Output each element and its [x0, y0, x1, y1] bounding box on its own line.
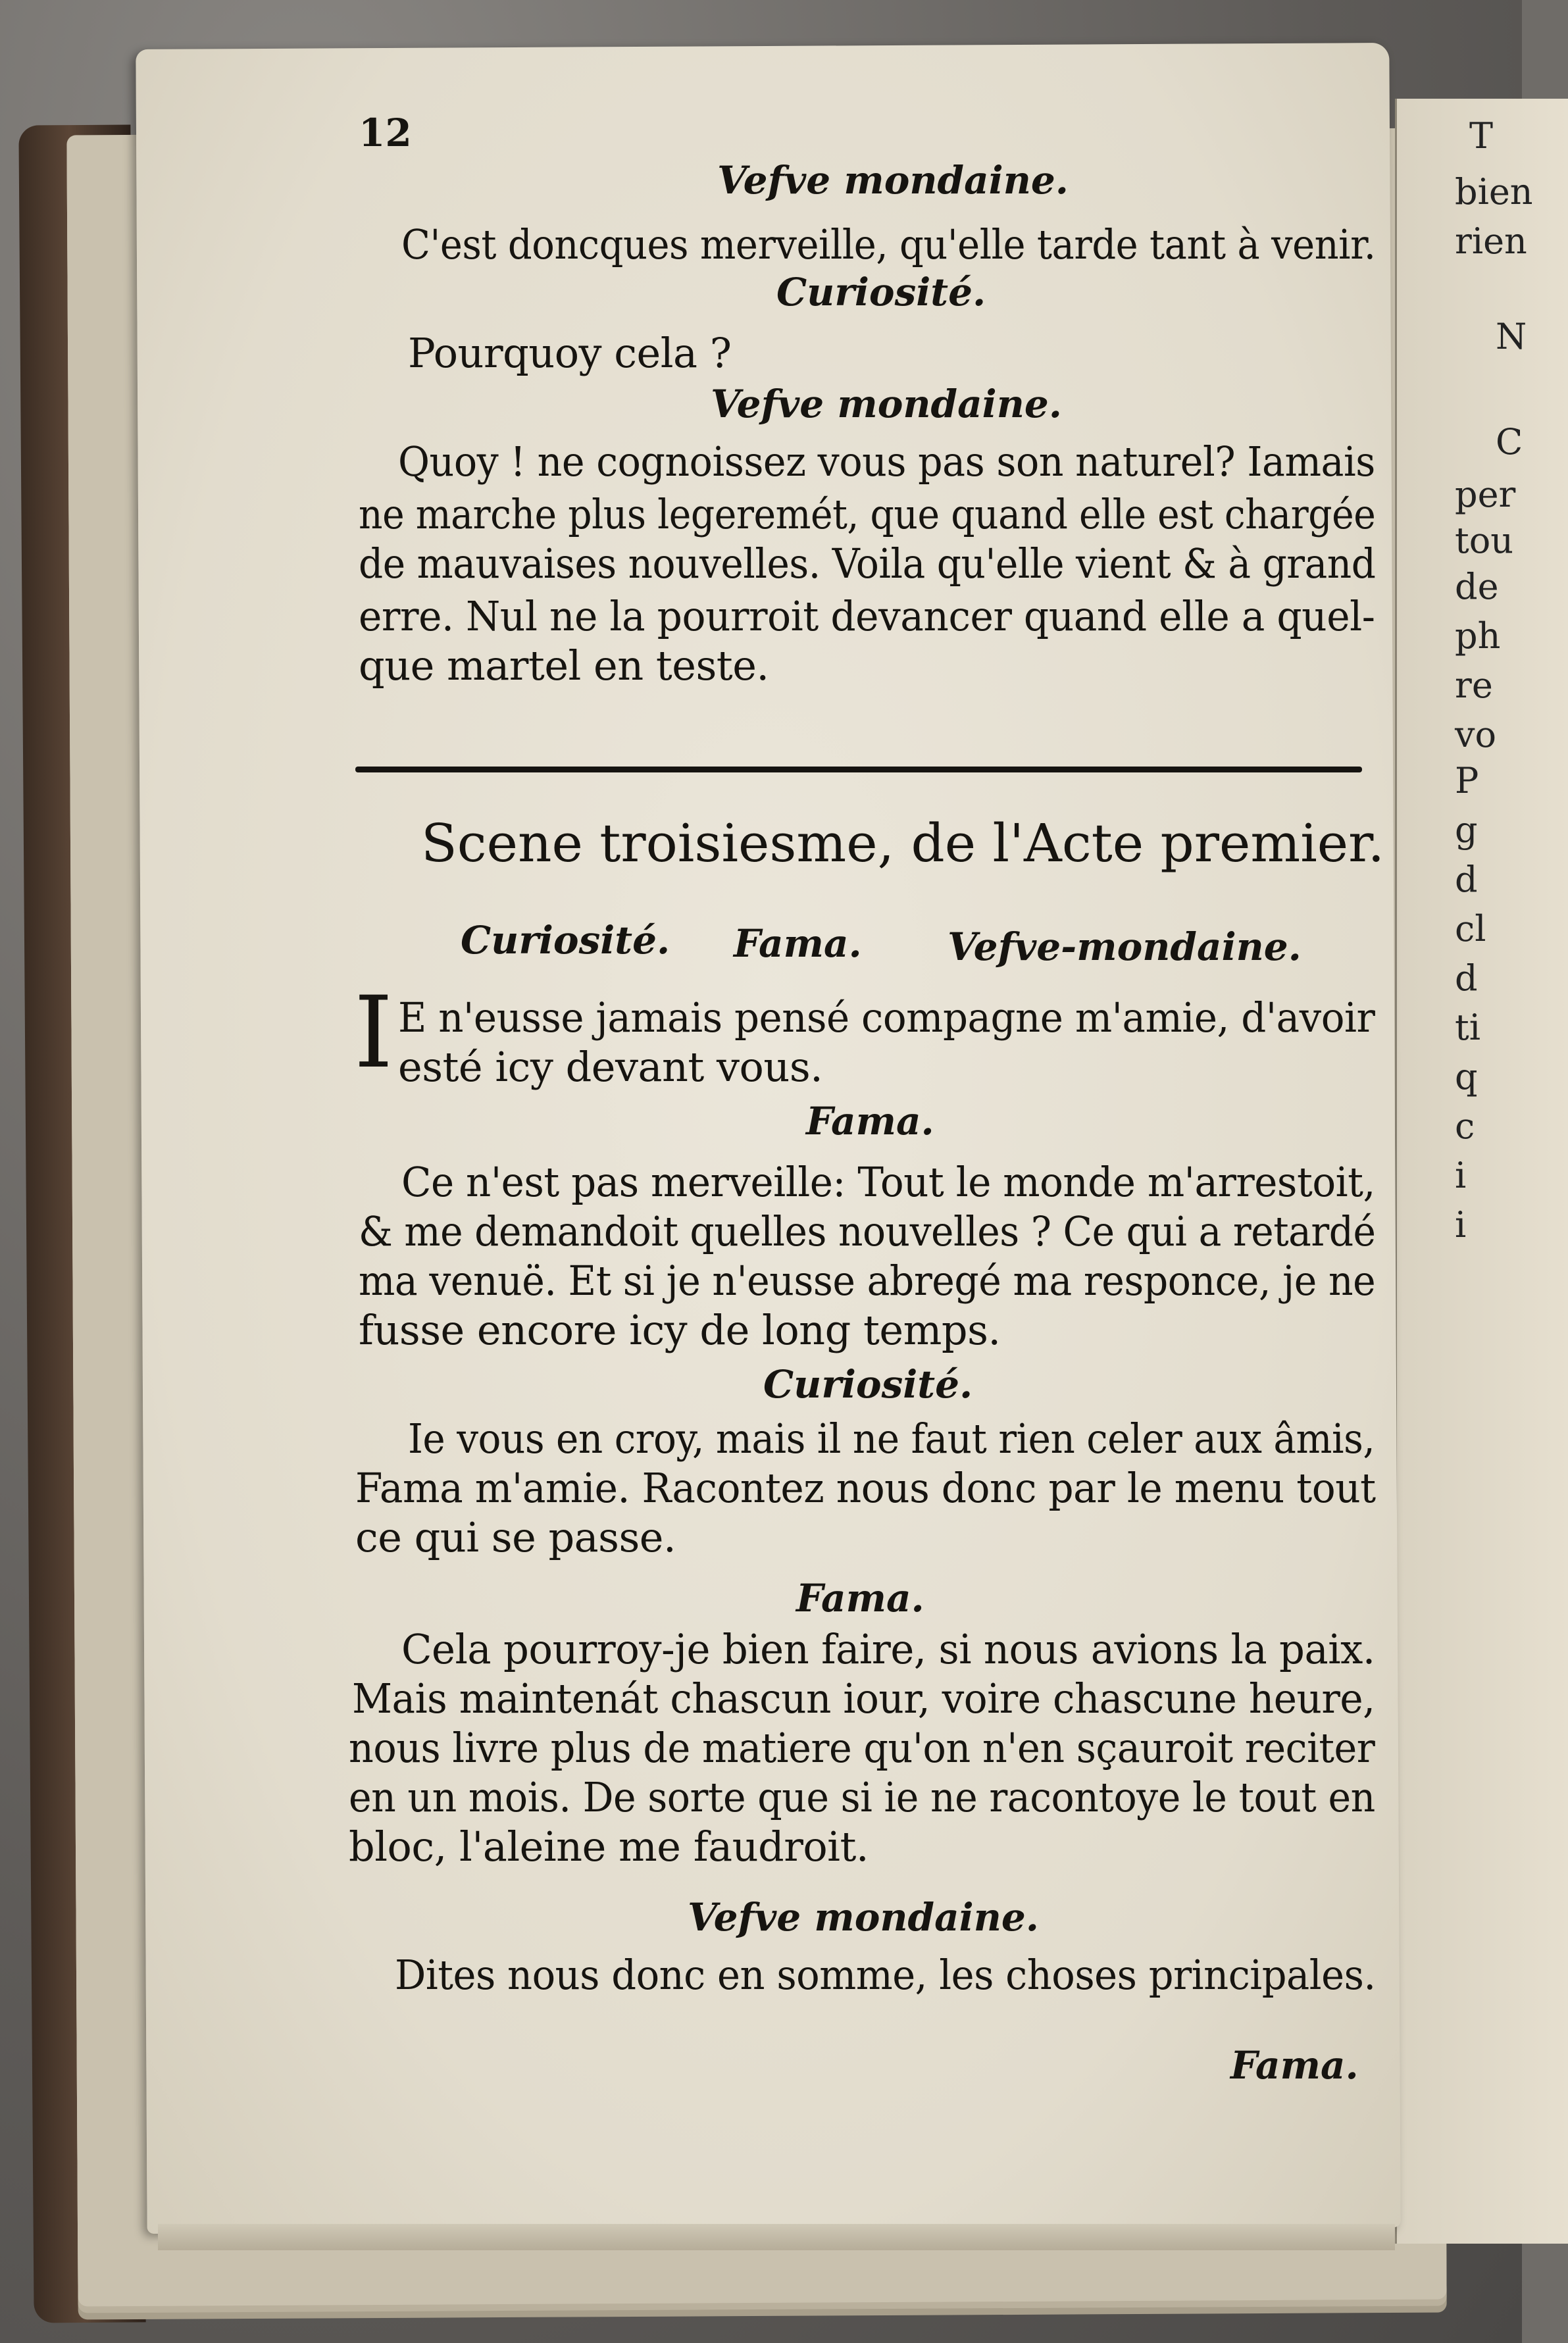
character-name: Fama. — [734, 921, 862, 966]
text-line: nous livre plus de matiere qu'on n'en sçauroit reciter — [349, 1724, 1375, 1772]
facing-page-text: g — [1455, 809, 1478, 851]
scene-heading: Scene troisiesme, de l'Acte premier. — [421, 813, 1385, 874]
drop-cap: I — [354, 976, 393, 1090]
facing-page — [1395, 99, 1568, 2244]
text-line: esté icy devant vous. — [398, 1043, 823, 1091]
speaker-label: Curiosité. — [763, 1362, 973, 1407]
facing-page-text: d — [1455, 957, 1478, 999]
text-line: que martel en teste. — [359, 642, 769, 690]
facing-page-text: ti — [1455, 1007, 1480, 1048]
facing-page-text: P — [1455, 760, 1479, 801]
facing-page-text: N — [1496, 316, 1527, 357]
facing-page-text: T — [1469, 115, 1494, 157]
facing-page-text: i — [1455, 1155, 1467, 1196]
facing-page-text: de — [1455, 566, 1499, 607]
facing-page-text: vo — [1455, 714, 1497, 755]
facing-page-text: i — [1455, 1204, 1467, 1246]
text-line: & me demandoit quelles nouvelles ? Ce qui a retardé — [359, 1207, 1376, 1255]
text-line: Cela pourroy-je bien faire, si nous avions la paix. — [401, 1625, 1375, 1673]
text-line: de mauvaises nouvelles. Voila qu'elle vient & à grand — [359, 540, 1376, 588]
facing-page-text: ph — [1455, 615, 1501, 657]
text-line: Pourquoy cela ? — [408, 329, 732, 377]
facing-page-text: bien — [1455, 171, 1533, 213]
catchword: Fama. — [1230, 2043, 1359, 2088]
speaker-label: Fama. — [806, 1099, 934, 1144]
text-line: bloc, l'aleine me faudroit. — [349, 1823, 869, 1871]
text-line: Dites nous donc en somme, les choses principales. — [395, 1951, 1376, 1999]
divider-rule — [355, 767, 1362, 772]
text-line: Fama m'amie. Racontez nous donc par le menu tout — [355, 1464, 1376, 1512]
text-line: ce qui se passe. — [355, 1513, 676, 1561]
text-line: fusse encore icy de long temps. — [359, 1306, 1001, 1354]
page-number: 12 — [359, 111, 412, 155]
facing-page-text: rien — [1455, 220, 1527, 262]
page-bottom-edge — [158, 2224, 1395, 2250]
speaker-label: Vefve mondaine. — [711, 382, 1062, 426]
text-line: ma venuë. Et si je n'eusse abregé ma responce, je ne — [359, 1257, 1376, 1305]
facing-page-text: re — [1455, 665, 1493, 706]
text-line: C'est doncques merveille, qu'elle tarde tant à venir. — [401, 220, 1376, 268]
text-line: E n'eusse jamais pensé compagne m'amie, d'avoir — [398, 994, 1375, 1042]
text-line: Mais maintenát chascun iour, voire chascune heure, — [352, 1675, 1375, 1723]
text-line: erre. Nul ne la pourroit devancer quand elle a quel- — [359, 592, 1375, 640]
facing-page-text: q — [1455, 1056, 1478, 1097]
speaker-heading: Vefve mondaine. — [717, 158, 1069, 203]
speaker-label: Vefve mondaine. — [688, 1895, 1039, 1940]
facing-page-text: cl — [1455, 908, 1486, 949]
text-line: ne marche plus legeremét, que quand elle est chargée — [359, 490, 1376, 538]
speaker-label: Fama. — [796, 1576, 924, 1621]
facing-page-text: d — [1455, 859, 1478, 900]
text-line: Ce n'est pas merveille: Tout le monde m'arrestoit, — [401, 1158, 1375, 1206]
speaker-label: Curiosité. — [776, 270, 986, 315]
facing-page-text: per — [1455, 474, 1516, 515]
facing-page-text: C — [1496, 421, 1523, 463]
text-line: Ie vous en croy, mais il ne faut rien celer aux âmis, — [408, 1415, 1375, 1463]
character-name: Curiosité. — [461, 918, 670, 963]
facing-page-text: c — [1455, 1105, 1475, 1147]
text-line: en un mois. De sorte que si ie ne racontoye le tout en — [349, 1773, 1375, 1821]
text-line: Quoy ! ne cognoissez vous pas son naturel? Iamais — [398, 438, 1375, 486]
character-name: Vefve-mondaine. — [948, 924, 1302, 969]
facing-page-text: tou — [1455, 520, 1513, 561]
